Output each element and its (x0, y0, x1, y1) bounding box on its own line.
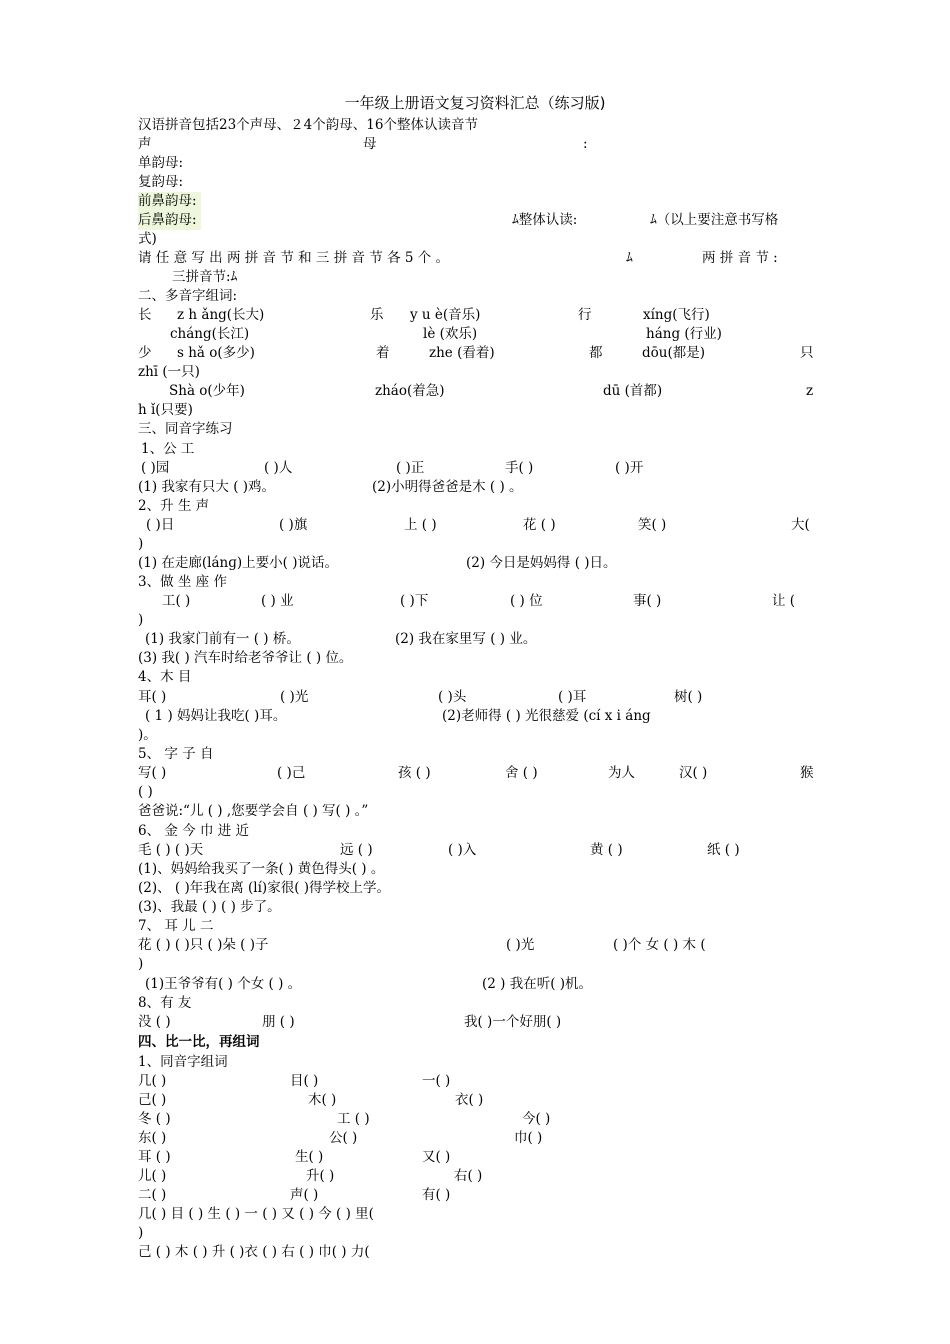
text-cell: (2)、 ( )年我在离 (lí)家很( )得学校上学。 (138, 880, 391, 896)
text-line (138, 382, 818, 401)
text-cell: 着 (376, 345, 390, 361)
text-cell: ) (138, 612, 144, 628)
text-cell: (1) 在走廊(lánɡ)上要小( )说话。 (138, 555, 338, 571)
text-cell: 3、做 坐 座 作 (138, 574, 227, 590)
text-cell: ﾑ整体认读: (512, 212, 578, 228)
text-cell: 爸爸说:“儿 ( ) ,您要学会自 ( ) 写( ) 。” (138, 803, 369, 819)
text-cell: 两 拼 音 节 : (702, 250, 778, 266)
text-cell: 远 ( ) (340, 842, 373, 858)
text-cell: (3) 我( ) 汽车时给老爷爷让 ( ) 位。 (138, 650, 353, 666)
text-line (138, 764, 818, 783)
text-cell: (2)小明得爸爸是木 ( ) 。 (372, 479, 523, 495)
text-cell: 都 (589, 345, 603, 361)
text-line (138, 1167, 818, 1186)
text-cell: 我( )一个好朋( ) (464, 1014, 562, 1030)
text-line (138, 1186, 818, 1205)
text-cell: 声 (138, 136, 152, 152)
text-line (138, 1013, 818, 1032)
text-cell: ( )耳 (558, 689, 587, 705)
text-cell: (2)老师得 ( ) 光很慈爱 (cí x i áng (442, 708, 651, 724)
text-line (138, 1053, 818, 1072)
text-line (138, 325, 818, 344)
text-cell: 毛 ( ) ( )天 (138, 842, 204, 858)
text-cell: 声( ) (290, 1187, 319, 1203)
text-line (138, 344, 818, 363)
text-cell: ﾑ（以上要注意书写格 (650, 212, 779, 228)
text-cell: 上 ( ) (404, 517, 437, 533)
text-cell: (1)王爷爷有( ) 个女 ( ) 。 (145, 976, 302, 992)
text-line (138, 1224, 818, 1243)
text-cell: 复韵母: (138, 174, 184, 190)
text-cell: z (806, 383, 814, 399)
text-cell: háng (行业) (646, 326, 722, 342)
text-cell: 母 (363, 136, 377, 152)
text-cell: 黄 ( ) (590, 842, 623, 858)
document-title: 一年级上册语文复习资料汇总（练习版) (344, 94, 606, 112)
text-line (138, 611, 818, 630)
text-cell: 为人 (608, 765, 635, 781)
text-cell: ( ) (138, 784, 153, 800)
text-cell: 工 ( ) (337, 1111, 370, 1127)
text-line (138, 363, 818, 382)
text-cell: 公( ) (329, 1130, 358, 1146)
text-line (138, 688, 818, 707)
text-line (138, 879, 818, 898)
text-cell: 花 ( ) (523, 517, 556, 533)
text-cell: 四、比一比，再组词 (138, 1034, 260, 1050)
text-line (138, 649, 818, 668)
text-line (138, 249, 818, 268)
text-line (138, 1243, 818, 1262)
text-cell: zhī (一只) (138, 364, 200, 380)
text-cell: 树( ) (674, 689, 703, 705)
text-line (138, 1148, 818, 1167)
text-line (138, 573, 818, 592)
text-line (138, 1110, 818, 1129)
text-line (138, 975, 818, 994)
text-cell: (3)、我最 ( ) ( ) 步了。 (138, 899, 281, 915)
text-cell: (2) 我在家里写 ( ) 业。 (395, 631, 537, 647)
text-cell: 1、公 工 (141, 441, 195, 457)
text-cell: (1) 我家门前有一 ( ) 桥。 (145, 631, 300, 647)
text-line (138, 535, 818, 554)
text-line (138, 420, 818, 439)
text-cell: 巾( ) (514, 1130, 543, 1146)
text-line (138, 1033, 818, 1052)
text-cell: 儿( ) (138, 1168, 167, 1184)
text-cell: 后鼻韵母: (138, 211, 201, 230)
text-cell: ( )光 (506, 937, 535, 953)
text-cell: ( )己 (277, 765, 306, 781)
text-line (138, 135, 818, 154)
text-line (138, 802, 818, 821)
text-line (138, 192, 818, 211)
text-cell: 一( ) (422, 1073, 451, 1089)
text-cell: 行 (578, 307, 592, 323)
text-cell: 汉( ) (679, 765, 708, 781)
text-cell: 三拼音节:ﾑ (172, 269, 238, 285)
text-cell: 纸 ( ) (707, 842, 740, 858)
text-cell: ) (138, 956, 144, 972)
text-line (138, 211, 818, 230)
text-cell: y u è(音乐) (410, 307, 481, 323)
text-cell: 己( ) (138, 1092, 167, 1108)
text-cell: ( 1 ) 妈妈让我吃( )耳。 (145, 708, 287, 724)
text-cell: 朋 ( ) (262, 1014, 295, 1030)
text-cell: ( )个 女 ( ) 木 ( (613, 937, 706, 953)
text-cell: )。 (138, 727, 157, 743)
text-line (138, 822, 818, 841)
text-cell: (2) 今日是妈妈得 ( )日。 (466, 555, 617, 571)
text-cell: ( )正 (396, 460, 425, 476)
text-cell: 请 任 意 写 出 两 拼 音 节 和 三 拼 音 节 各 5 个 。 (138, 250, 450, 266)
text-line (138, 401, 818, 420)
text-cell: ( )入 (448, 842, 477, 858)
text-cell: 8、有 友 (138, 995, 192, 1011)
text-cell: 1、同音字组词 (138, 1054, 228, 1070)
text-cell: ) (138, 1225, 144, 1241)
text-cell: ( )日 (146, 517, 175, 533)
text-line (138, 707, 818, 726)
text-cell: 花 ( ) ( )只 ( )朵 ( )子 (138, 937, 269, 953)
text-line (138, 745, 818, 764)
text-cell: xíng(飞行) (643, 307, 710, 323)
text-cell: zháo(着急) (375, 383, 445, 399)
text-cell: 工( ) (162, 593, 191, 609)
text-line (138, 268, 818, 287)
text-cell: 没 ( ) (138, 1014, 171, 1030)
text-line (138, 287, 818, 306)
text-cell: 汉语拼音包括23个声母、２4个韵母、16个整体认读音节 (138, 117, 478, 133)
text-cell: ( )头 (438, 689, 467, 705)
text-cell: 前鼻韵母: (138, 192, 201, 211)
text-line (138, 154, 818, 173)
text-cell: 手( ) (505, 460, 534, 476)
text-cell: dū (首都) (603, 383, 663, 399)
text-cell: : (583, 136, 588, 152)
text-cell: ( )下 (400, 593, 429, 609)
text-cell: 目( ) (290, 1073, 319, 1089)
text-cell: 猴 (800, 765, 814, 781)
text-line (138, 955, 818, 974)
text-line (138, 898, 818, 917)
text-cell: 几( ) (138, 1073, 167, 1089)
text-cell: 三、同音字练习 (138, 421, 233, 437)
text-line (138, 1072, 818, 1091)
text-cell: ( )开 (615, 460, 644, 476)
text-cell: s hǎ o(多少) (177, 345, 255, 361)
text-cell: 写( ) (138, 765, 167, 781)
text-cell: 单韵母: (138, 155, 184, 171)
text-cell: ( )园 (141, 460, 170, 476)
text-line (138, 116, 818, 135)
text-cell: 笑( ) (638, 517, 667, 533)
text-line (138, 478, 818, 497)
text-cell: (1) 我家有只大 ( )鸡。 (138, 479, 276, 495)
text-cell: ) (138, 536, 144, 552)
text-cell: 二( ) (138, 1187, 167, 1203)
text-line (138, 497, 818, 516)
text-line (138, 230, 818, 249)
text-cell: 又( ) (422, 1149, 451, 1165)
text-line (138, 1129, 818, 1148)
text-cell: ( )旗 (279, 517, 308, 533)
text-line (138, 726, 818, 745)
text-line (138, 630, 818, 649)
text-cell: 大( (791, 517, 810, 533)
text-cell: 少 (138, 345, 152, 361)
text-line (138, 917, 818, 936)
text-cell: 5、 字 子 自 (138, 746, 214, 762)
text-cell: 7、 耳 儿 二 (138, 918, 214, 934)
text-cell: 舍 ( ) (505, 765, 538, 781)
text-cell: 4、木 目 (138, 669, 192, 685)
text-cell: h ǐ(只要) (138, 402, 193, 418)
text-line (138, 459, 818, 478)
text-line (138, 994, 818, 1013)
text-cell: 让 ( (772, 593, 796, 609)
text-cell: Shà o(少年) (169, 383, 245, 399)
text-cell: 6、 金 今 巾 进 近 (138, 823, 250, 839)
text-cell: 孩 ( ) (398, 765, 431, 781)
text-cell: dōu(都是) (642, 345, 705, 361)
text-cell: zhe (看着) (429, 345, 495, 361)
text-line (138, 592, 818, 611)
text-line (138, 440, 818, 459)
text-cell: 木( ) (308, 1092, 337, 1108)
text-line (138, 1205, 818, 1224)
text-cell: 升( ) (306, 1168, 335, 1184)
text-cell: 有( ) (422, 1187, 451, 1203)
text-cell: ( ) 业 (261, 593, 294, 609)
text-cell: 长 (138, 307, 152, 323)
text-cell: ( )光 (280, 689, 309, 705)
text-line (138, 516, 818, 535)
text-cell: 2、升 生 声 (138, 498, 210, 514)
text-cell: ( ) 位 (510, 593, 543, 609)
text-line (138, 936, 818, 955)
text-cell: 衣( ) (455, 1092, 484, 1108)
text-cell: 己 ( ) 木 ( ) 升 ( )衣 ( ) 右 ( ) 巾( ) 力( (138, 1244, 370, 1260)
text-cell: lè (欢乐) (423, 326, 478, 342)
text-cell: 耳( ) (138, 689, 167, 705)
text-cell: 式) (138, 231, 157, 247)
text-line (138, 668, 818, 687)
text-cell: 事( ) (633, 593, 662, 609)
text-cell: z h ǎng(长大) (177, 307, 265, 323)
text-line (138, 860, 818, 879)
text-cell: cháng(长江) (170, 326, 250, 342)
text-cell: (1)、妈妈给我买了一条( ) 黄色得头( ) 。 (138, 861, 385, 877)
text-cell: 只 (800, 345, 814, 361)
text-line (138, 841, 818, 860)
text-cell: 几( ) 目 ( ) 生 ( ) 一 ( ) 又 ( ) 今 ( ) 里( (138, 1206, 374, 1222)
text-line (138, 554, 818, 573)
text-line (138, 783, 818, 802)
text-cell: 乐 (370, 307, 384, 323)
text-cell: ﾑ (626, 250, 633, 266)
text-cell: 耳 ( ) (138, 1149, 171, 1165)
text-line (138, 306, 818, 325)
text-cell: (2 ) 我在听( )机。 (482, 976, 593, 992)
text-cell: 今( ) (522, 1111, 551, 1127)
text-cell: ( )人 (264, 460, 293, 476)
text-cell: 生( ) (295, 1149, 324, 1165)
text-cell: 二、多音字组词: (138, 288, 238, 304)
text-line (138, 173, 818, 192)
text-cell: 东( ) (138, 1130, 167, 1146)
text-cell: 右( ) (454, 1168, 483, 1184)
text-line (138, 1091, 818, 1110)
text-cell: 冬 ( ) (138, 1111, 171, 1127)
